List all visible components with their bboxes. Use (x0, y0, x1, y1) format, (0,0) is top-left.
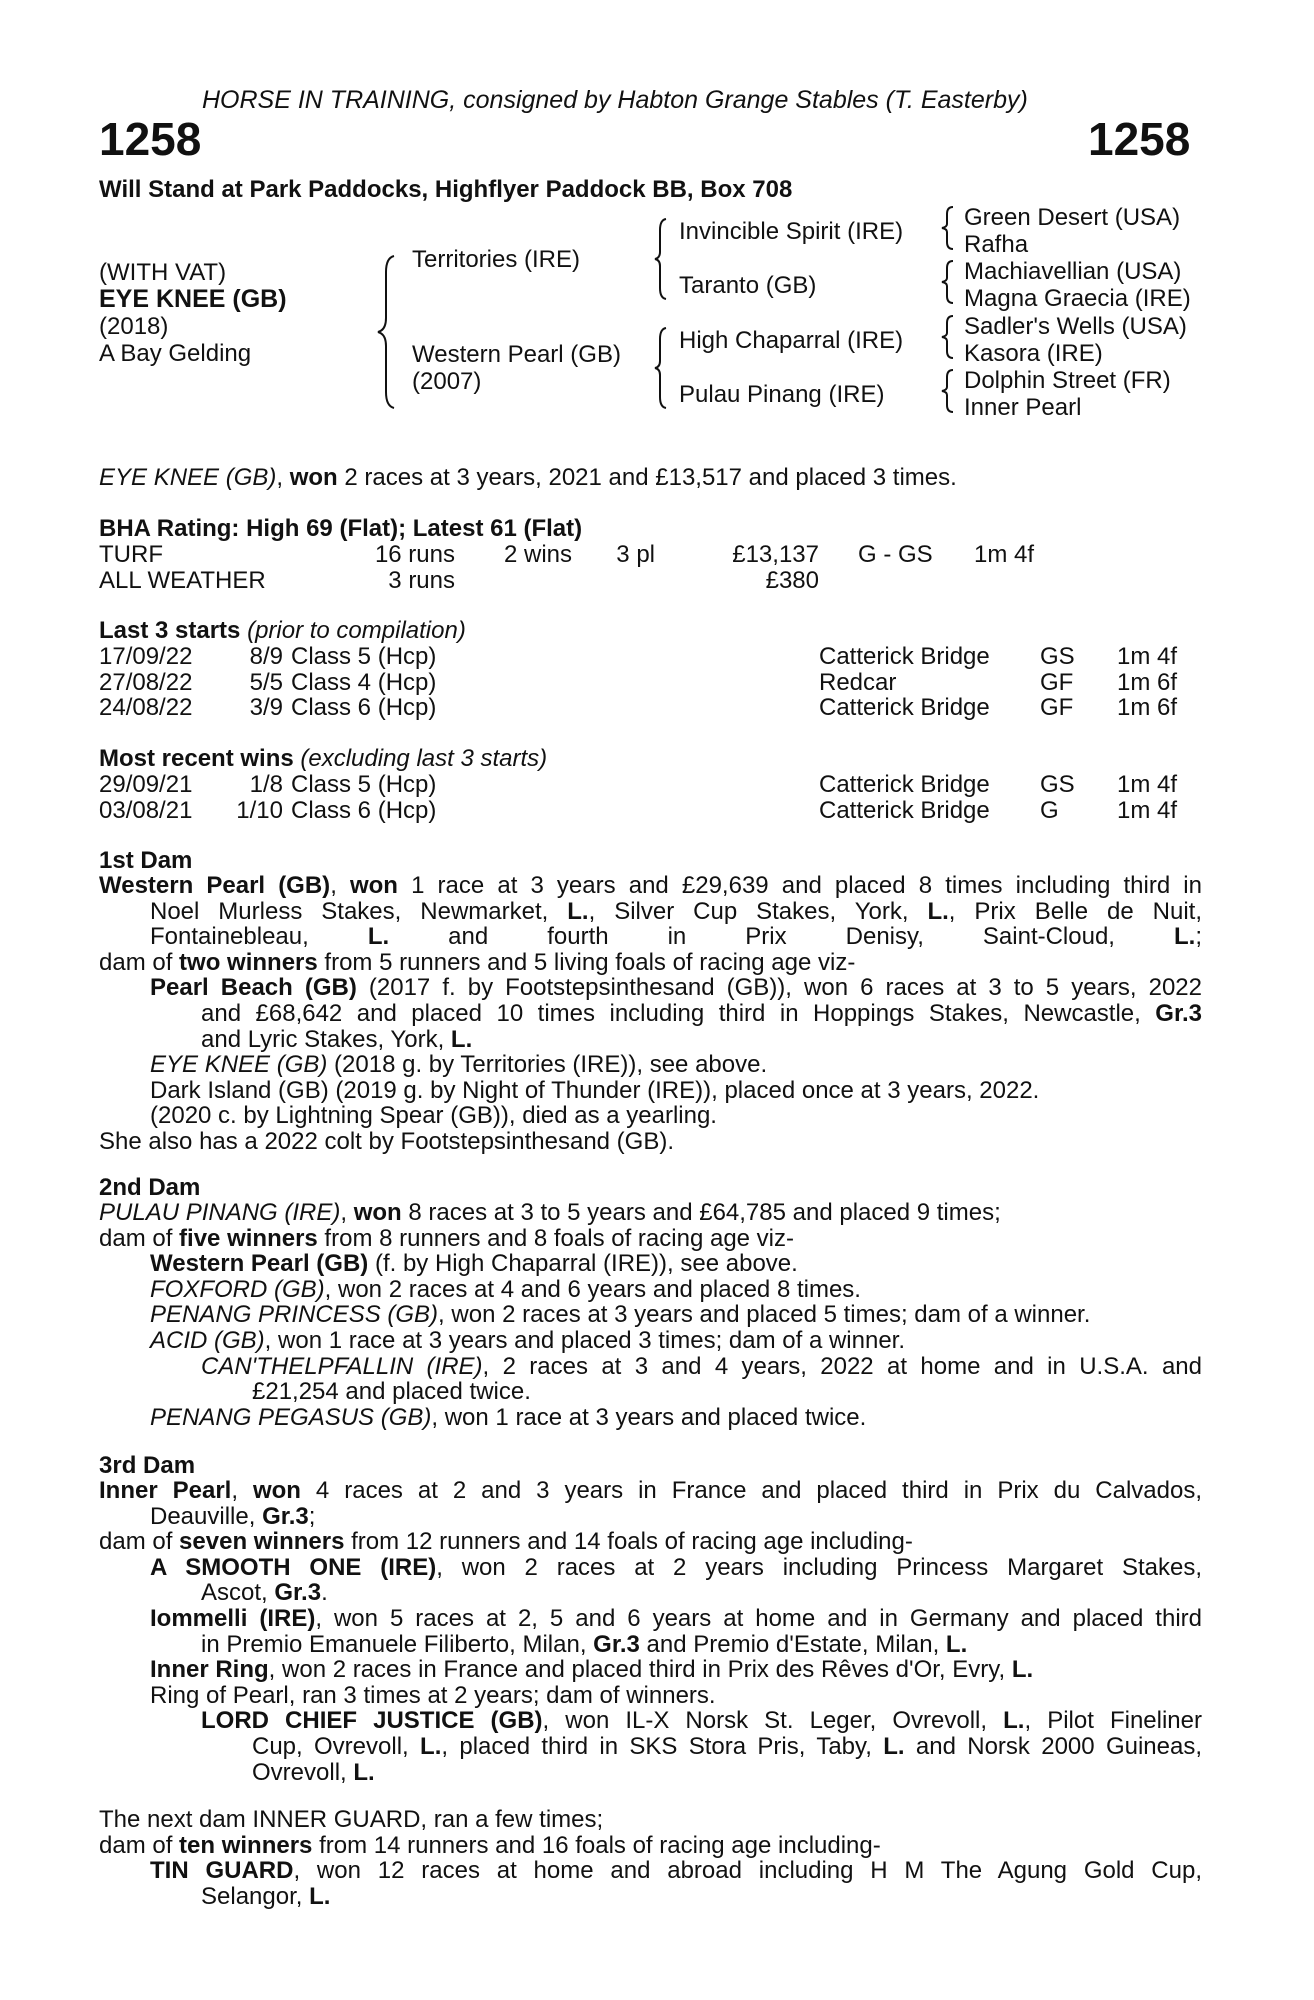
rating-runs: 3 runs (388, 567, 455, 594)
text-line (99, 1632, 1202, 1658)
rating-placed: 3 pl (616, 541, 655, 568)
text-line (99, 1683, 1202, 1709)
italic-text: EYE KNEE (GB) (150, 1051, 328, 1079)
text-run: (2017 f. by Footstepsinthesand (GB)), won 6 races at 3 to 5 years, 2022 (356, 974, 1202, 1002)
bold-text: L. (1011, 1656, 1034, 1684)
pedigree-sire-sire: Invincible Spirit (IRE) (679, 218, 904, 245)
text-run: from 8 runners and 8 foals of racing age viz- (317, 1224, 795, 1252)
text-line (99, 1555, 1202, 1581)
text-run: from 12 runners and 14 foals of racing age including- (344, 1528, 913, 1556)
text-run: , won 12 races at home and abroad including H M The Agung Gold Cup, (293, 1857, 1203, 1885)
text-run: , won 2 races at 4 and 6 years and placed 8 times. (324, 1275, 861, 1303)
text-line (99, 975, 1202, 1001)
start-going: GS (1040, 643, 1075, 670)
start-distance: 1m 6f (1117, 694, 1178, 721)
pedigree-brace-dam (651, 325, 671, 411)
rating-wins: 2 wins (503, 541, 572, 568)
pedigree-dam: Western Pearl (GB) (412, 341, 621, 368)
recent-wins-heading (99, 746, 547, 771)
horse-name: EYE KNEE (GB) (99, 285, 287, 313)
pedigree-dss: Sadler's Wells (USA) (964, 313, 1187, 340)
text-run: Fontainebleau, (150, 923, 368, 951)
bold-text: LORD CHIEF JUSTICE (GB) (201, 1707, 543, 1735)
pedigree-sire-dam: Taranto (GB) (679, 272, 817, 299)
bold-text: L. (1174, 923, 1196, 951)
text-line (99, 1858, 1202, 1884)
start-class: Class 6 (Hcp) (291, 694, 437, 721)
start-date: 03/08/21 (99, 796, 193, 824)
text-run: and Premio d'Estate, Milan, (639, 1630, 946, 1658)
pedigree-dam-sire: High Chaparral (IRE) (679, 327, 904, 354)
text-run: (2020 c. by Lightning Spear (GB)), died as a yearling. (150, 1102, 717, 1130)
text-line (99, 1405, 1202, 1431)
bold-text: TIN GUARD (150, 1857, 294, 1885)
text-run: from 5 runners and 5 living foals of racing age viz- (317, 948, 856, 976)
vat-note: (WITH VAT) (99, 259, 227, 286)
text-run: , Pilot Fineliner (1024, 1707, 1202, 1735)
start-distance: 1m 6f (1117, 668, 1178, 696)
race-summary: EYE KNEE (GB), won 2 races at 3 years, 2021 and £13,517 and placed 3 times. (99, 464, 957, 491)
italic-text: ACID (GB) (150, 1326, 265, 1354)
pedigree-sds: Machiavellian (USA) (964, 258, 1182, 285)
bold-text: Gr.3 (1155, 999, 1202, 1027)
start-date: 27/08/22 (99, 668, 193, 696)
start-date: 24/08/22 (99, 694, 193, 721)
text-run: , won 2 races at 3 years and placed 5 times; dam of a winner. (438, 1301, 1091, 1329)
text-run: from 14 runners and 16 foals of racing age including- (312, 1831, 881, 1859)
text-run: Ascot, (201, 1579, 275, 1607)
text-run: and fourth in Prix Denisy, Saint-Cloud, (389, 923, 1174, 951)
pedigree-ddd: Inner Pearl (964, 394, 1082, 421)
bold-text: seven winners (179, 1528, 345, 1556)
text-line (99, 1001, 1202, 1027)
bold-text: L. (367, 923, 390, 951)
text-line (99, 873, 1202, 899)
next-dam-text (99, 1807, 1202, 1909)
text-line (99, 1277, 1202, 1303)
rating-runs: 16 runs (374, 541, 455, 568)
text-run: , (231, 1477, 253, 1504)
start-course: Catterick Bridge (819, 771, 990, 798)
italic-text: PENANG PEGASUS (GB) (150, 1403, 432, 1431)
pedigree-dam-dam: Pulau Pinang (IRE) (679, 381, 885, 408)
pedigree-brace-main (372, 252, 402, 412)
text-run: Noel Murless Stakes, Newmarket, (150, 897, 568, 925)
bold-text: L. (309, 1882, 331, 1910)
start-distance: 1m 4f (1117, 796, 1178, 824)
text-run: , won 1 race at 3 years and placed 3 times; dam of a winner. (264, 1326, 906, 1354)
text-run: dam of (99, 948, 180, 976)
text-run: She also has a 2022 colt by Footstepsinthesand (GB). (99, 1127, 675, 1155)
summary-horse-name: EYE KNEE (GB) (99, 464, 277, 491)
start-distance: 1m 4f (1117, 643, 1178, 670)
text-line (99, 1328, 1202, 1354)
text-line (99, 1580, 1202, 1606)
bold-text: won (252, 1477, 301, 1504)
text-line (99, 1302, 1202, 1328)
third-dam-heading: 3rd Dam (99, 1452, 196, 1479)
start-going: G (1040, 796, 1059, 824)
start-position: 8/9 (249, 643, 283, 670)
summary-text: 2 races at 3 years, 2021 and £13,517 and placed 3 times. (337, 464, 957, 491)
text-line (99, 1052, 1202, 1078)
text-run: . (321, 1579, 328, 1607)
first-dam-text (99, 873, 1202, 1155)
bha-rating-heading: BHA Rating: High 69 (Flat); Latest 61 (Flat) (99, 515, 583, 542)
italic-text: FOXFORD (GB) (150, 1275, 325, 1303)
start-class: Class 6 (Hcp) (291, 796, 437, 824)
bold-text: won (349, 872, 398, 899)
text-line (99, 1478, 1202, 1504)
recent-wins-title: Most recent wins (99, 745, 294, 772)
bold-text: L. (927, 897, 949, 925)
horse-description: A Bay Gelding (99, 340, 252, 367)
text-line (99, 1760, 1202, 1786)
bold-text: won (353, 1199, 402, 1226)
pedigree-sdd: Magna Graecia (IRE) (964, 285, 1191, 312)
text-line (99, 1884, 1202, 1910)
start-course: Catterick Bridge (819, 796, 990, 824)
last-starts-note: (prior to compilation) (240, 617, 466, 644)
third-dam-text (99, 1478, 1202, 1785)
bold-text: L. (353, 1758, 375, 1786)
horse-year: (2018) (99, 313, 169, 340)
text-line (99, 924, 1202, 950)
pedigree-brace-ds (938, 313, 958, 361)
text-run: in Premio Emanuele Filiberto, Milan, (201, 1630, 594, 1658)
text-run: 1 race at 3 years and £29,639 and placed 8 times including third in (397, 872, 1202, 899)
text-run: 4 races at 2 and 3 years in France and placed third in Prix du Calvados, (300, 1477, 1202, 1504)
start-distance: 1m 4f (1117, 771, 1178, 798)
text-run: and £68,642 and placed 10 times including third in Hoppings Stakes, Newcastle, (201, 999, 1156, 1027)
pedigree-brace-ss (938, 204, 958, 252)
text-run: dam of (99, 1528, 180, 1556)
bold-text: Western Pearl (GB) (150, 1250, 369, 1278)
italic-text: PULAU PINANG (IRE) (99, 1199, 341, 1226)
text-line (99, 1027, 1202, 1053)
text-line (99, 950, 1202, 976)
text-run: , won 5 races at 2, 5 and 6 years at home and in Germany and placed third (315, 1604, 1202, 1632)
text-run: £21,254 and placed twice. (252, 1378, 531, 1406)
text-run: , won 2 races at 2 years including Princess Margaret Stakes, (436, 1553, 1202, 1581)
pedigree-sire: Territories (IRE) (412, 246, 581, 273)
text-run: , won 1 race at 3 years and placed twice. (431, 1403, 867, 1431)
pedigree-dam-year: (2007) (412, 368, 482, 395)
rating-amount: £380 (765, 567, 819, 594)
lot-number-left: 1258 (99, 113, 202, 165)
lot-number-right: 1258 (1088, 113, 1191, 165)
text-line (99, 1078, 1202, 1104)
start-going: GF (1040, 668, 1074, 696)
start-position: 5/5 (249, 668, 283, 696)
bold-text: L. (567, 897, 589, 925)
text-run: dam of (99, 1831, 180, 1859)
text-line (99, 1833, 1202, 1859)
start-date: 17/09/22 (99, 643, 193, 670)
text-line (99, 1226, 1202, 1252)
bold-text: A SMOOTH ONE (IRE) (150, 1553, 437, 1581)
start-course: Redcar (819, 668, 897, 696)
text-run: , Prix Belle de Nuit, (948, 897, 1203, 925)
text-run: Ring of Pearl, ran 3 times at 2 years; dam of winners. (150, 1681, 716, 1709)
text-line (99, 1103, 1202, 1129)
second-dam-heading: 2nd Dam (99, 1174, 201, 1201)
text-line (99, 1251, 1202, 1277)
bold-text: L. (945, 1630, 968, 1658)
start-position: 1/8 (249, 771, 283, 798)
text-line (99, 1129, 1202, 1155)
text-run: , placed third in SKS Stora Pris, Taby, (441, 1732, 884, 1760)
text-run: Ovrevoll, (252, 1758, 354, 1786)
bold-text: Pearl Beach (GB) (150, 974, 357, 1002)
rating-going: G - GS (858, 541, 933, 568)
text-run: Cup, Ovrevoll, (252, 1732, 421, 1760)
text-run: , (330, 872, 350, 899)
pedigree-brace-dd (938, 367, 958, 415)
bold-text: Inner Pearl (99, 1477, 232, 1504)
text-run: ; (308, 1502, 316, 1530)
text-run: Dark Island (GB) (2019 g. by Night of Thunder (IRE)), placed once at 3 years, 2022. (150, 1076, 1040, 1104)
text-line (99, 1504, 1202, 1530)
start-going: GF (1040, 694, 1074, 721)
text-run: , (340, 1199, 354, 1226)
bold-text: five winners (179, 1224, 318, 1252)
text-run: , won 2 races in France and placed third in Prix des Rêves d'Or, Evry, (268, 1656, 1012, 1684)
start-course: Catterick Bridge (819, 694, 990, 721)
last-starts-title: Last 3 starts (99, 617, 241, 644)
italic-text: PENANG PRINCESS (GB) (150, 1301, 439, 1329)
text-line (99, 1529, 1202, 1555)
bold-text: L. (420, 1732, 442, 1760)
text-line (99, 1807, 1202, 1833)
text-run: and Norsk 2000 Guineas, (904, 1732, 1203, 1760)
second-dam-text (99, 1200, 1202, 1430)
pedigree-ssd: Rafha (964, 231, 1029, 258)
rating-amount: £13,137 (732, 541, 819, 568)
text-run: Selangor, (201, 1882, 310, 1910)
stable-location: Will Stand at Park Paddocks, Highflyer Paddock BB, Box 708 (99, 176, 793, 203)
text-line (99, 1657, 1202, 1683)
summary-won: won (289, 464, 338, 491)
text-run: , Silver Cup Stakes, York, (588, 897, 928, 925)
start-course: Catterick Bridge (819, 643, 990, 670)
text-run: dam of (99, 1224, 180, 1252)
text-line (99, 1606, 1202, 1632)
bold-text: Inner Ring (150, 1656, 269, 1684)
text-run: (f. by High Chaparral (IRE)), see above. (368, 1250, 798, 1278)
text-line (99, 1200, 1202, 1226)
bold-text: L. (450, 1025, 473, 1053)
start-class: Class 5 (Hcp) (291, 771, 437, 798)
text-run: (2018 g. by Territories (IRE)), see above. (327, 1051, 768, 1079)
recent-wins-note: (excluding last 3 starts) (293, 745, 548, 772)
rating-surface: ALL WEATHER (99, 567, 266, 594)
start-position: 3/9 (249, 694, 283, 721)
text-run: and Lyric Stakes, York, (201, 1025, 451, 1053)
rating-surface: TURF (99, 541, 163, 568)
bold-text: L. (883, 1732, 905, 1760)
bold-text: Iommelli (IRE) (150, 1604, 316, 1632)
start-going: GS (1040, 771, 1075, 798)
italic-text: CAN'THELPFALLIN (IRE) (201, 1352, 483, 1380)
text-run: 8 races at 3 to 5 years and £64,785 and placed 9 times; (401, 1199, 1001, 1226)
start-date: 29/09/21 (99, 771, 193, 798)
text-run: ; (1195, 923, 1202, 951)
text-run: Deauville, (150, 1502, 263, 1530)
bold-text: ten winners (179, 1831, 313, 1859)
text-run: , 2 races at 3 and 4 years, 2022 at home and in U.S.A. and (482, 1352, 1202, 1380)
last-starts-heading (99, 618, 466, 643)
bold-text: Gr.3 (274, 1579, 322, 1607)
bold-text: L. (1003, 1707, 1025, 1735)
pedigree-dsd: Kasora (IRE) (964, 340, 1103, 367)
consignment-title: HORSE IN TRAINING, consigned by Habton Grange Stables (T. Easterby) (202, 86, 1028, 114)
pedigree-brace-sd (938, 258, 958, 306)
text-line (99, 1379, 1202, 1405)
start-class: Class 5 (Hcp) (291, 643, 437, 670)
pedigree-brace-sire (651, 216, 671, 302)
rating-distance: 1m 4f (974, 541, 1035, 568)
pedigree-dds: Dolphin Street (FR) (964, 367, 1171, 394)
text-run: The next dam INNER GUARD, ran a few times; (99, 1806, 604, 1833)
start-class: Class 4 (Hcp) (291, 668, 437, 696)
text-line (99, 1354, 1202, 1380)
text-line (99, 899, 1202, 925)
bold-text: two winners (179, 948, 318, 976)
first-dam-heading: 1st Dam (99, 847, 193, 874)
start-position: 1/10 (236, 796, 283, 824)
text-run: , won IL-X Norsk St. Leger, Ovrevoll, (542, 1707, 1004, 1735)
bold-text: Gr.3 (593, 1630, 640, 1658)
text-line (99, 1734, 1202, 1760)
bold-text: Gr.3 (262, 1502, 309, 1530)
bold-text: Western Pearl (GB) (99, 872, 331, 899)
pedigree-sss: Green Desert (USA) (964, 204, 1181, 231)
text-line (99, 1708, 1202, 1734)
